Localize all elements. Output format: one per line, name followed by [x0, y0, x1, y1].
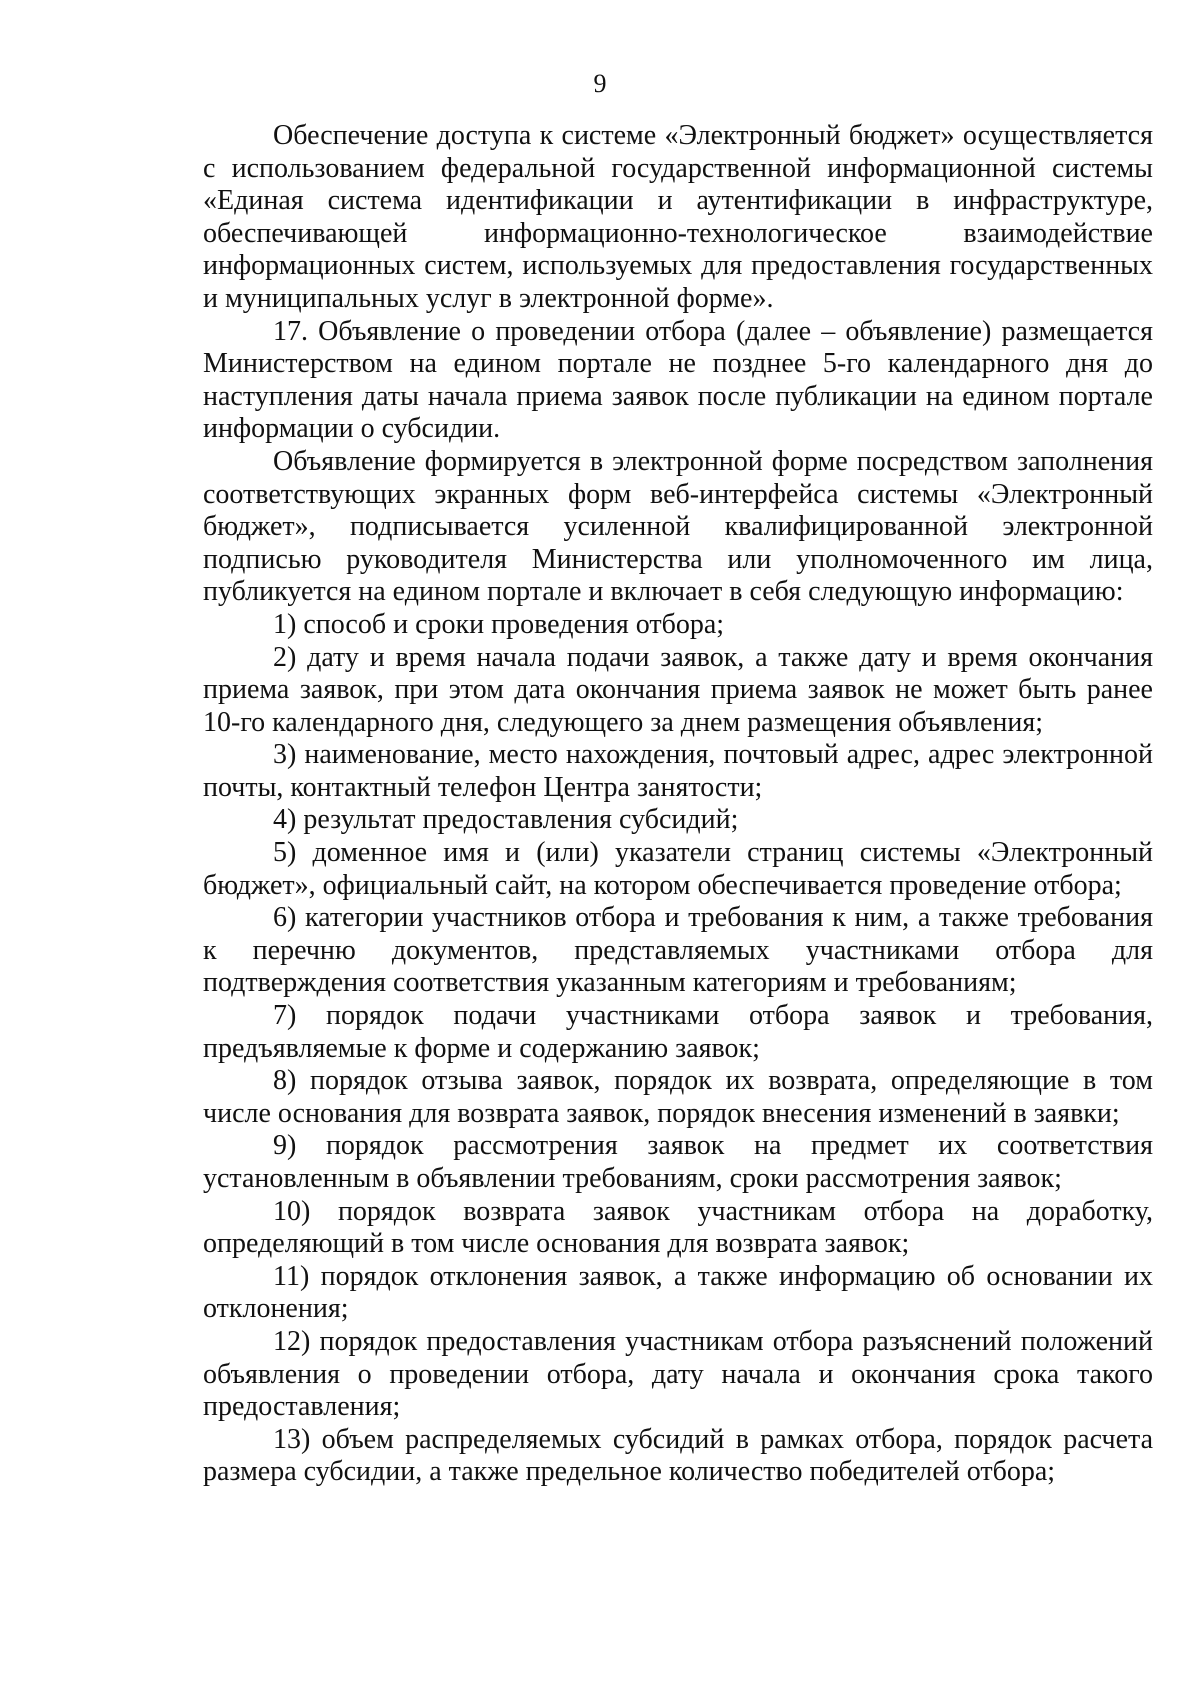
list-item-10: 10) порядок возврата заявок участникам отбора на доработку, определяющий в том числе основания для возврата заявок;	[203, 1195, 1153, 1260]
list-item-8: 8) порядок отзыва заявок, порядок их возврата, определяющие в том числе основания для возврата заявок, порядок внесения изменений в заявки;	[203, 1065, 1153, 1129]
list-item-9: 9) порядок рассмотрения заявок на предмет их соответствия установленным в объявлении требованиям, сроки рассмотрения заявок;	[203, 1130, 1153, 1194]
list-item-3: 3) наименование, место нахождения, почтовый адрес, адрес электронной почты, контактный телефон Центра занятости;	[203, 739, 1153, 803]
paragraph-access-esia: Обеспечение доступа к системе «Электронный бюджет» осуществляется с использованием федеральной государственной информационной системы «Единая система идентификации и аутентификации в инфраструктуре, обеспечивающей информационно-технологическое взаимодействие информационных систем, используемых для предоставления государственных и муниципальных услуг в электронной форме».	[203, 120, 1153, 314]
list-item-2: 2) дату и время начала подачи заявок, а также дату и время окончания приема заявок, при этом дата окончания приема заявок не может быть ранее 10-го календарного дня, следующего за днем размещения объявления;	[203, 641, 1153, 738]
list-item-11: 11) порядок отклонения заявок, а также информацию об основании их отклонения;	[203, 1260, 1153, 1325]
page-number: 9	[593, 69, 607, 98]
list-item-4: 4) результат предоставления субсидий;	[273, 804, 739, 836]
list-item-12: 12) порядок предоставления участникам отбора разъяснений положений объявления о проведении отбора, дату начала и окончания срока такого предоставления;	[203, 1325, 1153, 1423]
list-item-13: 13) объем распределяемых субсидий в рамках отбора, порядок расчета размера субсидии, а также предельное количество победителей отбора;	[203, 1423, 1153, 1488]
list-item-5: 5) доменное имя и (или) указатели страниц системы «Электронный бюджет», официальный сайт, на котором обеспечивается проведение отбора;	[203, 837, 1153, 901]
list-item-7: 7) порядок подачи участниками отбора заявок и требования, предъявляемые к форме и содержанию заявок;	[203, 1000, 1153, 1064]
document-body	[203, 120, 1153, 1489]
paragraph-announcement-form: Объявление формируется в электронной форме посредством заполнения соответствующих экранных форм веб-интерфейса системы «Электронный бюджет», подписывается усиленной квалифицированной электронной подписью руководителя Министерства или уполномоченного им лица, публикуется на едином портале и включает в себя следующую информацию:	[203, 445, 1153, 608]
list-item-6: 6) категории участников отбора и требования к ним, а также требования к перечню документов, представляемых участниками отбора для подтверждения соответствия указанным категориям и требованиям;	[203, 902, 1153, 999]
paragraph-17-announcement: 17. Объявление о проведении отбора (далее – объявление) размещается Министерством на едином портале не позднее 5-го календарного дня до наступления даты начала приема заявок после публикации на едином портале информации о субсидии.	[203, 315, 1153, 445]
list-item-1: 1) способ и сроки проведения отбора;	[273, 608, 725, 640]
